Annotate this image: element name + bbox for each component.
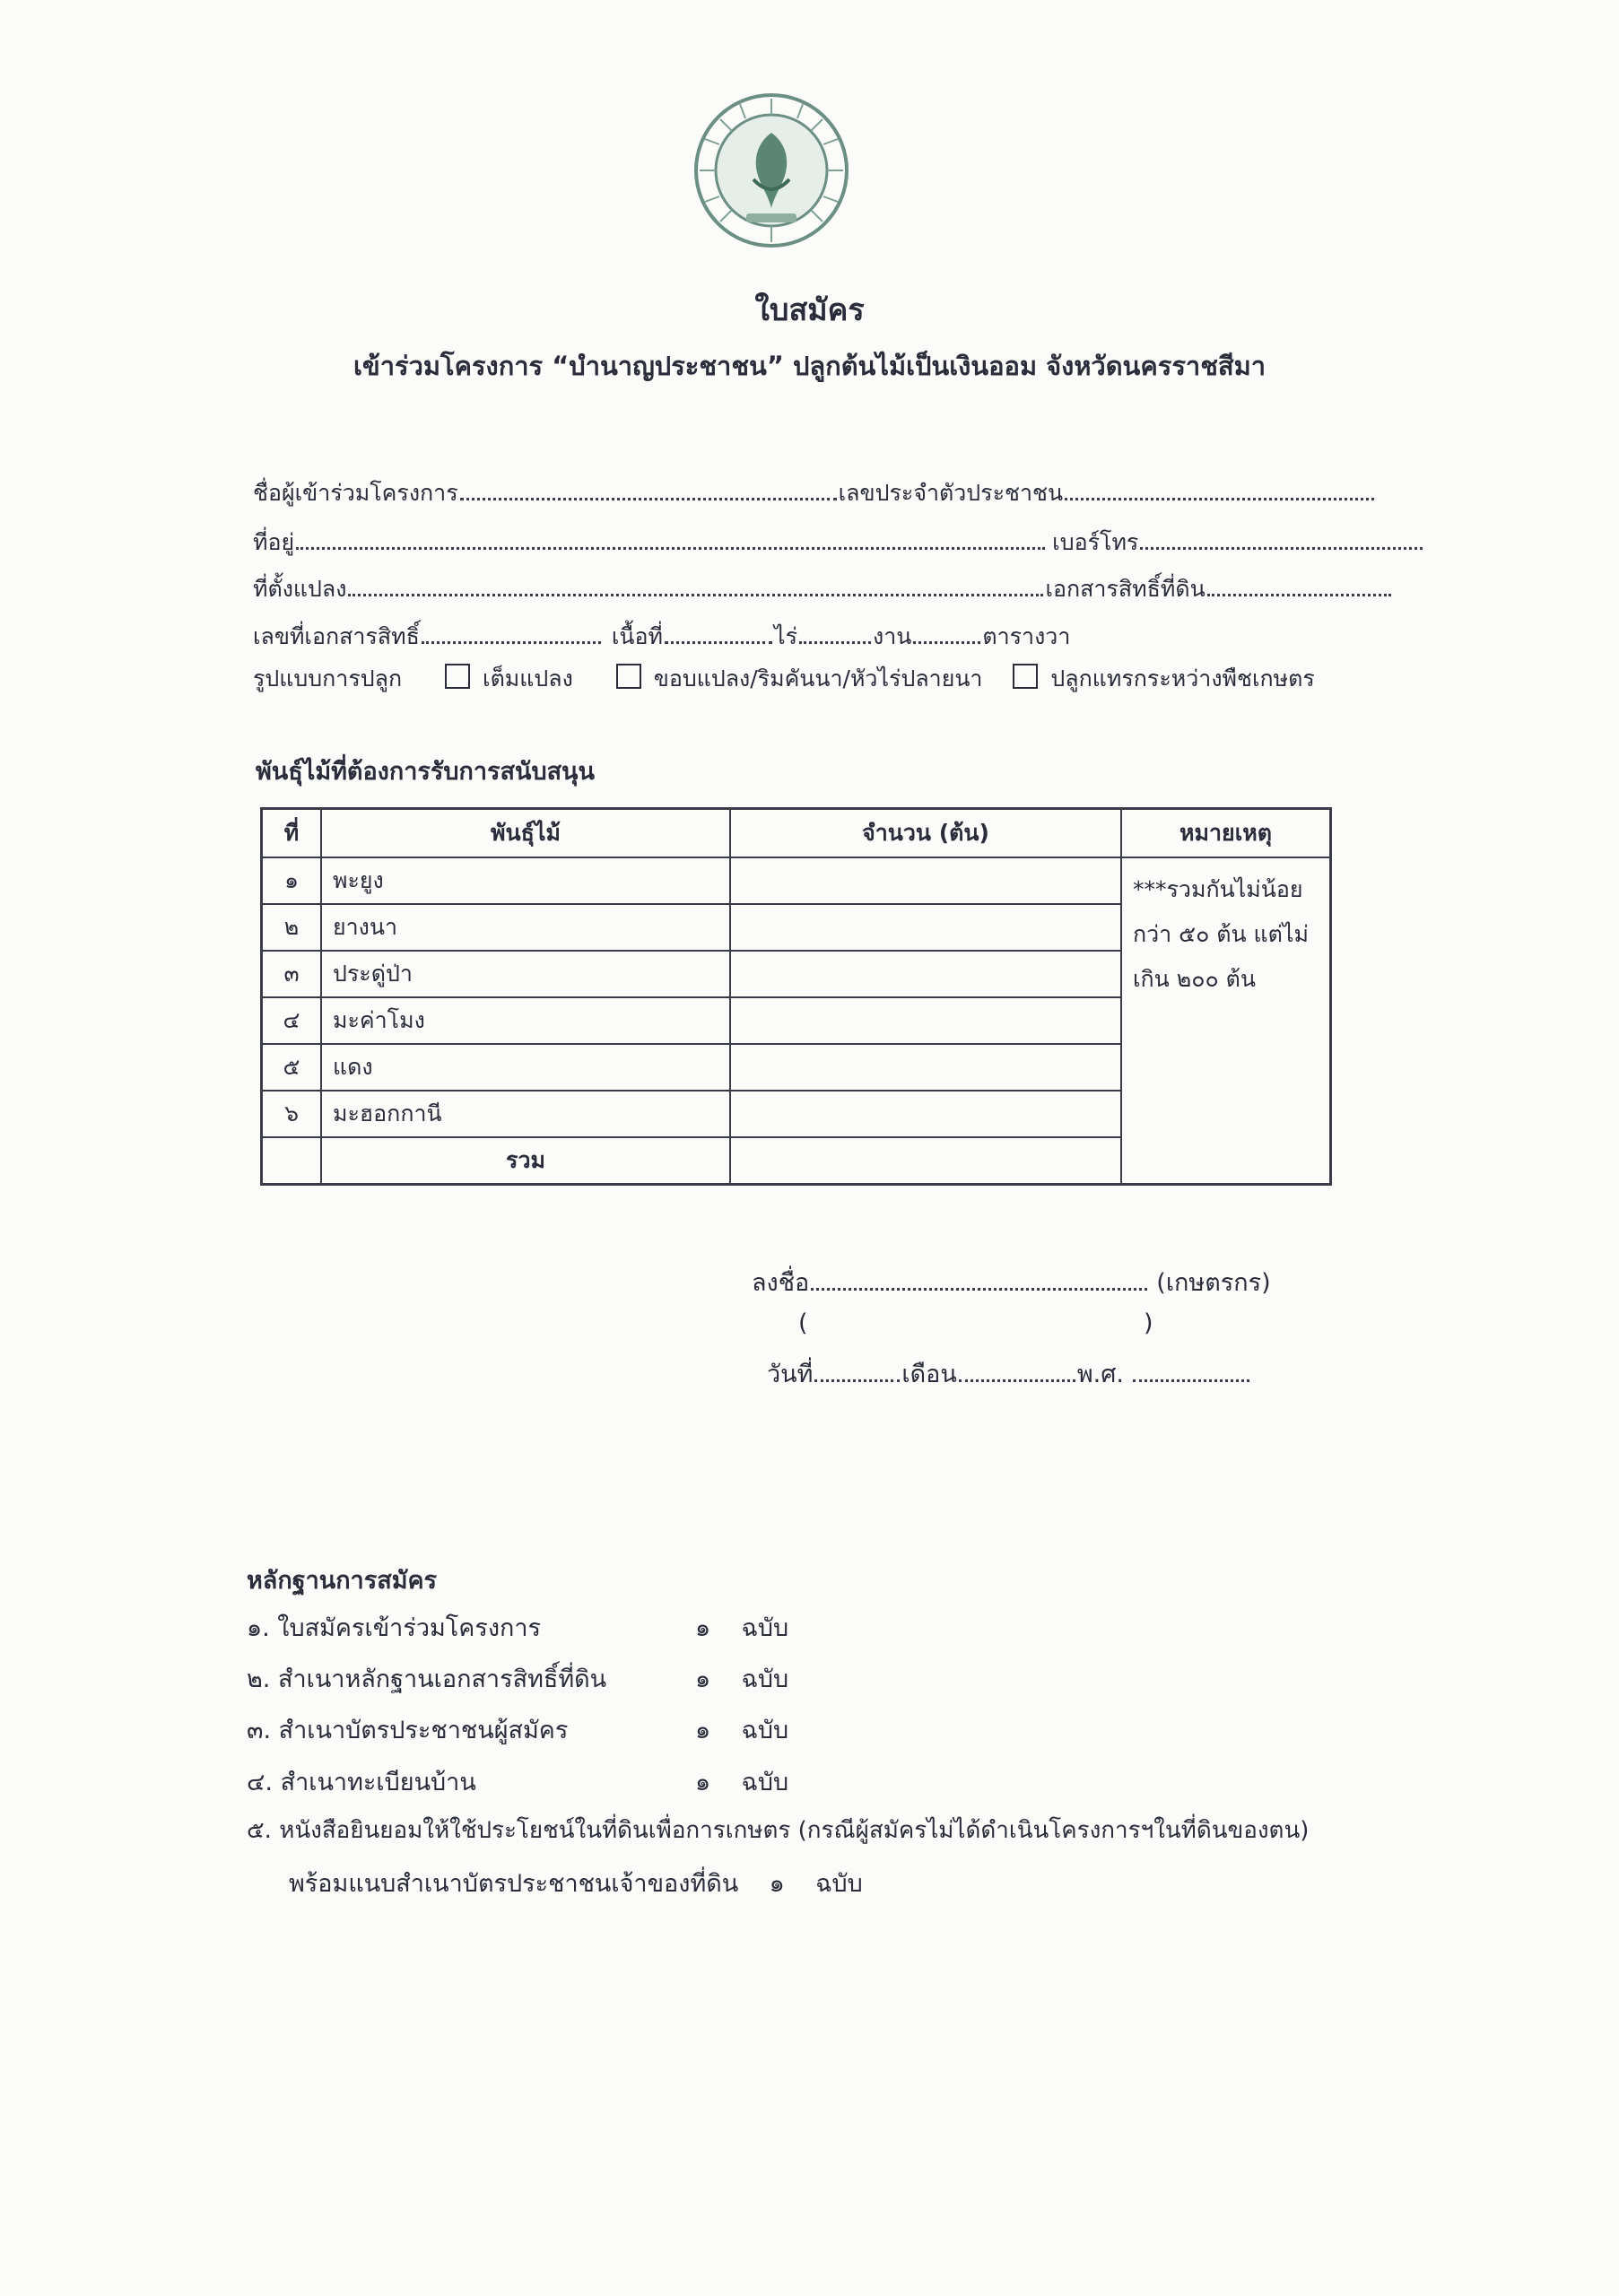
provincial-seal-icon xyxy=(691,90,852,251)
date-line xyxy=(767,1354,1251,1393)
species-name: แดง xyxy=(321,1044,730,1091)
planting-option-intercrop: ปลูกแทรกระหว่างพืชเกษตร xyxy=(1050,665,1315,691)
month-field[interactable] xyxy=(959,1363,1075,1382)
form-line-planting xyxy=(253,661,1315,697)
rai-label: ไร่ xyxy=(774,623,798,649)
copy-count: ๑ xyxy=(695,1614,711,1642)
printed-name-line xyxy=(798,1309,1157,1337)
signature-field[interactable] xyxy=(811,1272,1147,1291)
species-name: ประดู่ป่า xyxy=(321,951,730,997)
rai-field[interactable] xyxy=(799,625,871,644)
evidence-copies xyxy=(695,1659,788,1698)
copy-count: ๑ xyxy=(769,1870,785,1898)
document-number-label: เลขที่เอกสารสิทธิ์ xyxy=(253,623,420,649)
evidence-heading: หลักฐานการสมัคร xyxy=(247,1567,438,1595)
copy-unit: ฉบับ xyxy=(741,1769,789,1796)
participant-name-label: ชื่อผู้เข้าร่วมโครงการ xyxy=(253,480,458,506)
total-quantity-cell[interactable] xyxy=(730,1137,1121,1185)
copy-count: ๑ xyxy=(695,1769,711,1796)
column-header-remark: หมายเหตุ xyxy=(1121,809,1331,858)
evidence-text: ๑. ใบสมัครเข้าร่วมโครงการ xyxy=(247,1614,542,1642)
document-number-field[interactable] xyxy=(422,625,601,644)
species-heading: พันธุ์ไม้ที่ต้องการรับการสนับสนุน xyxy=(256,758,595,786)
copy-unit: ฉบับ xyxy=(815,1870,863,1898)
evidence-item xyxy=(247,1608,789,1647)
phone-field[interactable] xyxy=(1140,531,1423,550)
signature-line xyxy=(752,1263,1271,1301)
copy-count: ๑ xyxy=(695,1665,711,1693)
evidence-text: พร้อมแนบสำเนาบัตรประชาชนเจ้าของที่ดิน xyxy=(289,1870,739,1898)
month-label: เดือน xyxy=(901,1361,957,1388)
evidence-text: ๓. สำเนาบัตรประชาชนผู้สมัคร xyxy=(247,1717,569,1744)
evidence-text: ๒. สำเนาหลักฐานเอกสารสิทธิ์ที่ดิน xyxy=(247,1665,607,1693)
ngan-label: งาน xyxy=(873,623,912,649)
species-name: มะฮอกกานี xyxy=(321,1091,730,1137)
quantity-cell[interactable] xyxy=(730,857,1121,904)
year-field[interactable] xyxy=(1133,1363,1249,1382)
evidence-item xyxy=(247,1659,789,1698)
form-line-plot xyxy=(253,571,1393,607)
year-label: พ.ศ. xyxy=(1076,1361,1124,1388)
species-name: พะยูง xyxy=(321,857,730,904)
ngan-field[interactable] xyxy=(913,625,980,644)
evidence-item xyxy=(247,1710,789,1749)
land-document-field[interactable] xyxy=(1207,578,1391,596)
copy-unit: ฉบับ xyxy=(741,1717,789,1744)
copy-unit: ฉบับ xyxy=(741,1665,789,1693)
row-number: ๖ xyxy=(262,1091,322,1137)
species-table xyxy=(260,807,1332,1186)
planting-full-checkbox[interactable] xyxy=(445,664,470,689)
date-label: วันที่ xyxy=(767,1361,814,1388)
page-title: ใบสมัคร xyxy=(754,292,865,328)
copy-count: ๑ xyxy=(695,1717,711,1744)
sign-label: ลงชื่อ xyxy=(752,1269,810,1297)
row-number: ๓ xyxy=(262,951,322,997)
column-header-species: พันธุ์ไม้ xyxy=(321,809,730,858)
quantity-cell[interactable] xyxy=(730,904,1121,951)
copy-unit: ฉบับ xyxy=(741,1614,789,1642)
row-number: ๔ xyxy=(262,997,322,1044)
land-document-label: เอกสารสิทธิ์ที่ดิน xyxy=(1045,576,1206,602)
address-label: ที่อยู่ xyxy=(253,529,295,555)
form-line-document xyxy=(253,619,1070,655)
table-row xyxy=(262,857,1331,904)
form-line-name xyxy=(253,475,1376,511)
remark-cell xyxy=(1121,857,1331,1185)
evidence-text: ๔. สำเนาทะเบียนบ้าน xyxy=(247,1769,476,1796)
evidence-copies xyxy=(695,1608,788,1647)
area-field[interactable] xyxy=(665,625,772,644)
address-field[interactable] xyxy=(296,531,1045,550)
remark-line: ***รวมกันไม่น้อย xyxy=(1133,876,1303,902)
signer-role: (เกษตรกร) xyxy=(1156,1269,1271,1297)
quantity-cell[interactable] xyxy=(730,1044,1121,1091)
planting-border-checkbox[interactable] xyxy=(616,664,641,689)
plot-location-field[interactable] xyxy=(348,578,1043,596)
participant-name-field[interactable] xyxy=(460,482,837,500)
quantity-cell[interactable] xyxy=(730,951,1121,997)
evidence-item xyxy=(247,1762,789,1801)
day-field[interactable] xyxy=(814,1363,900,1382)
column-header-quantity: จำนวน (ต้น) xyxy=(730,809,1121,858)
quantity-cell[interactable] xyxy=(730,1091,1121,1137)
remark-line: กว่า ๕๐ ต้น แต่ไม่ xyxy=(1133,921,1309,947)
id-number-label: เลขประจำตัวประชาชน xyxy=(838,480,1064,506)
page-subtitle: เข้าร่วมโครงการ “บำนาญประชาชน” ปลูกต้นไม้เป็นเงินออม จังหวัดนครราชสีมา xyxy=(353,351,1266,381)
sq-wa-label: ตารางวา xyxy=(982,623,1071,649)
area-label: เนื้อที่ xyxy=(611,623,663,649)
evidence-item-5-sub xyxy=(289,1864,863,1902)
row-number: ๒ xyxy=(262,904,322,951)
column-header-no: ที่ xyxy=(262,809,322,858)
evidence-item-5: ๕. หนังสือยินยอมให้ใช้ประโยชน์ในที่ดินเพื่อการเกษตร (กรณีผู้สมัครไม่ได้ดำเนินโครงการฯในที่ดินของตน) xyxy=(247,1817,1310,1844)
evidence-copies xyxy=(695,1710,788,1749)
total-label: รวม xyxy=(321,1137,730,1185)
planting-label: รูปแบบการปลูก xyxy=(253,665,403,691)
phone-label: เบอร์โทร xyxy=(1052,529,1139,555)
species-name: ยางนา xyxy=(321,904,730,951)
id-number-field[interactable] xyxy=(1065,482,1374,500)
evidence-copies xyxy=(695,1762,788,1801)
plot-location-label: ที่ตั้งแปลง xyxy=(253,576,347,602)
close-paren: ) xyxy=(1144,1309,1153,1337)
planting-option-full: เต็มแปลง xyxy=(483,665,573,691)
row-number: ๕ xyxy=(262,1044,322,1091)
quantity-cell[interactable] xyxy=(730,997,1121,1044)
table-header-row xyxy=(262,809,1331,858)
remark-line: เกิน ๒๐๐ ต้น xyxy=(1133,966,1256,992)
form-line-address xyxy=(253,525,1424,561)
planting-option-border: ขอบแปลง/ริมคันนา/หัวไร่ปลายนา xyxy=(653,665,983,691)
open-paren: ( xyxy=(798,1309,808,1337)
row-number: ๑ xyxy=(262,857,322,904)
species-name: มะค่าโมง xyxy=(321,997,730,1044)
planting-intercrop-checkbox[interactable] xyxy=(1013,664,1038,689)
